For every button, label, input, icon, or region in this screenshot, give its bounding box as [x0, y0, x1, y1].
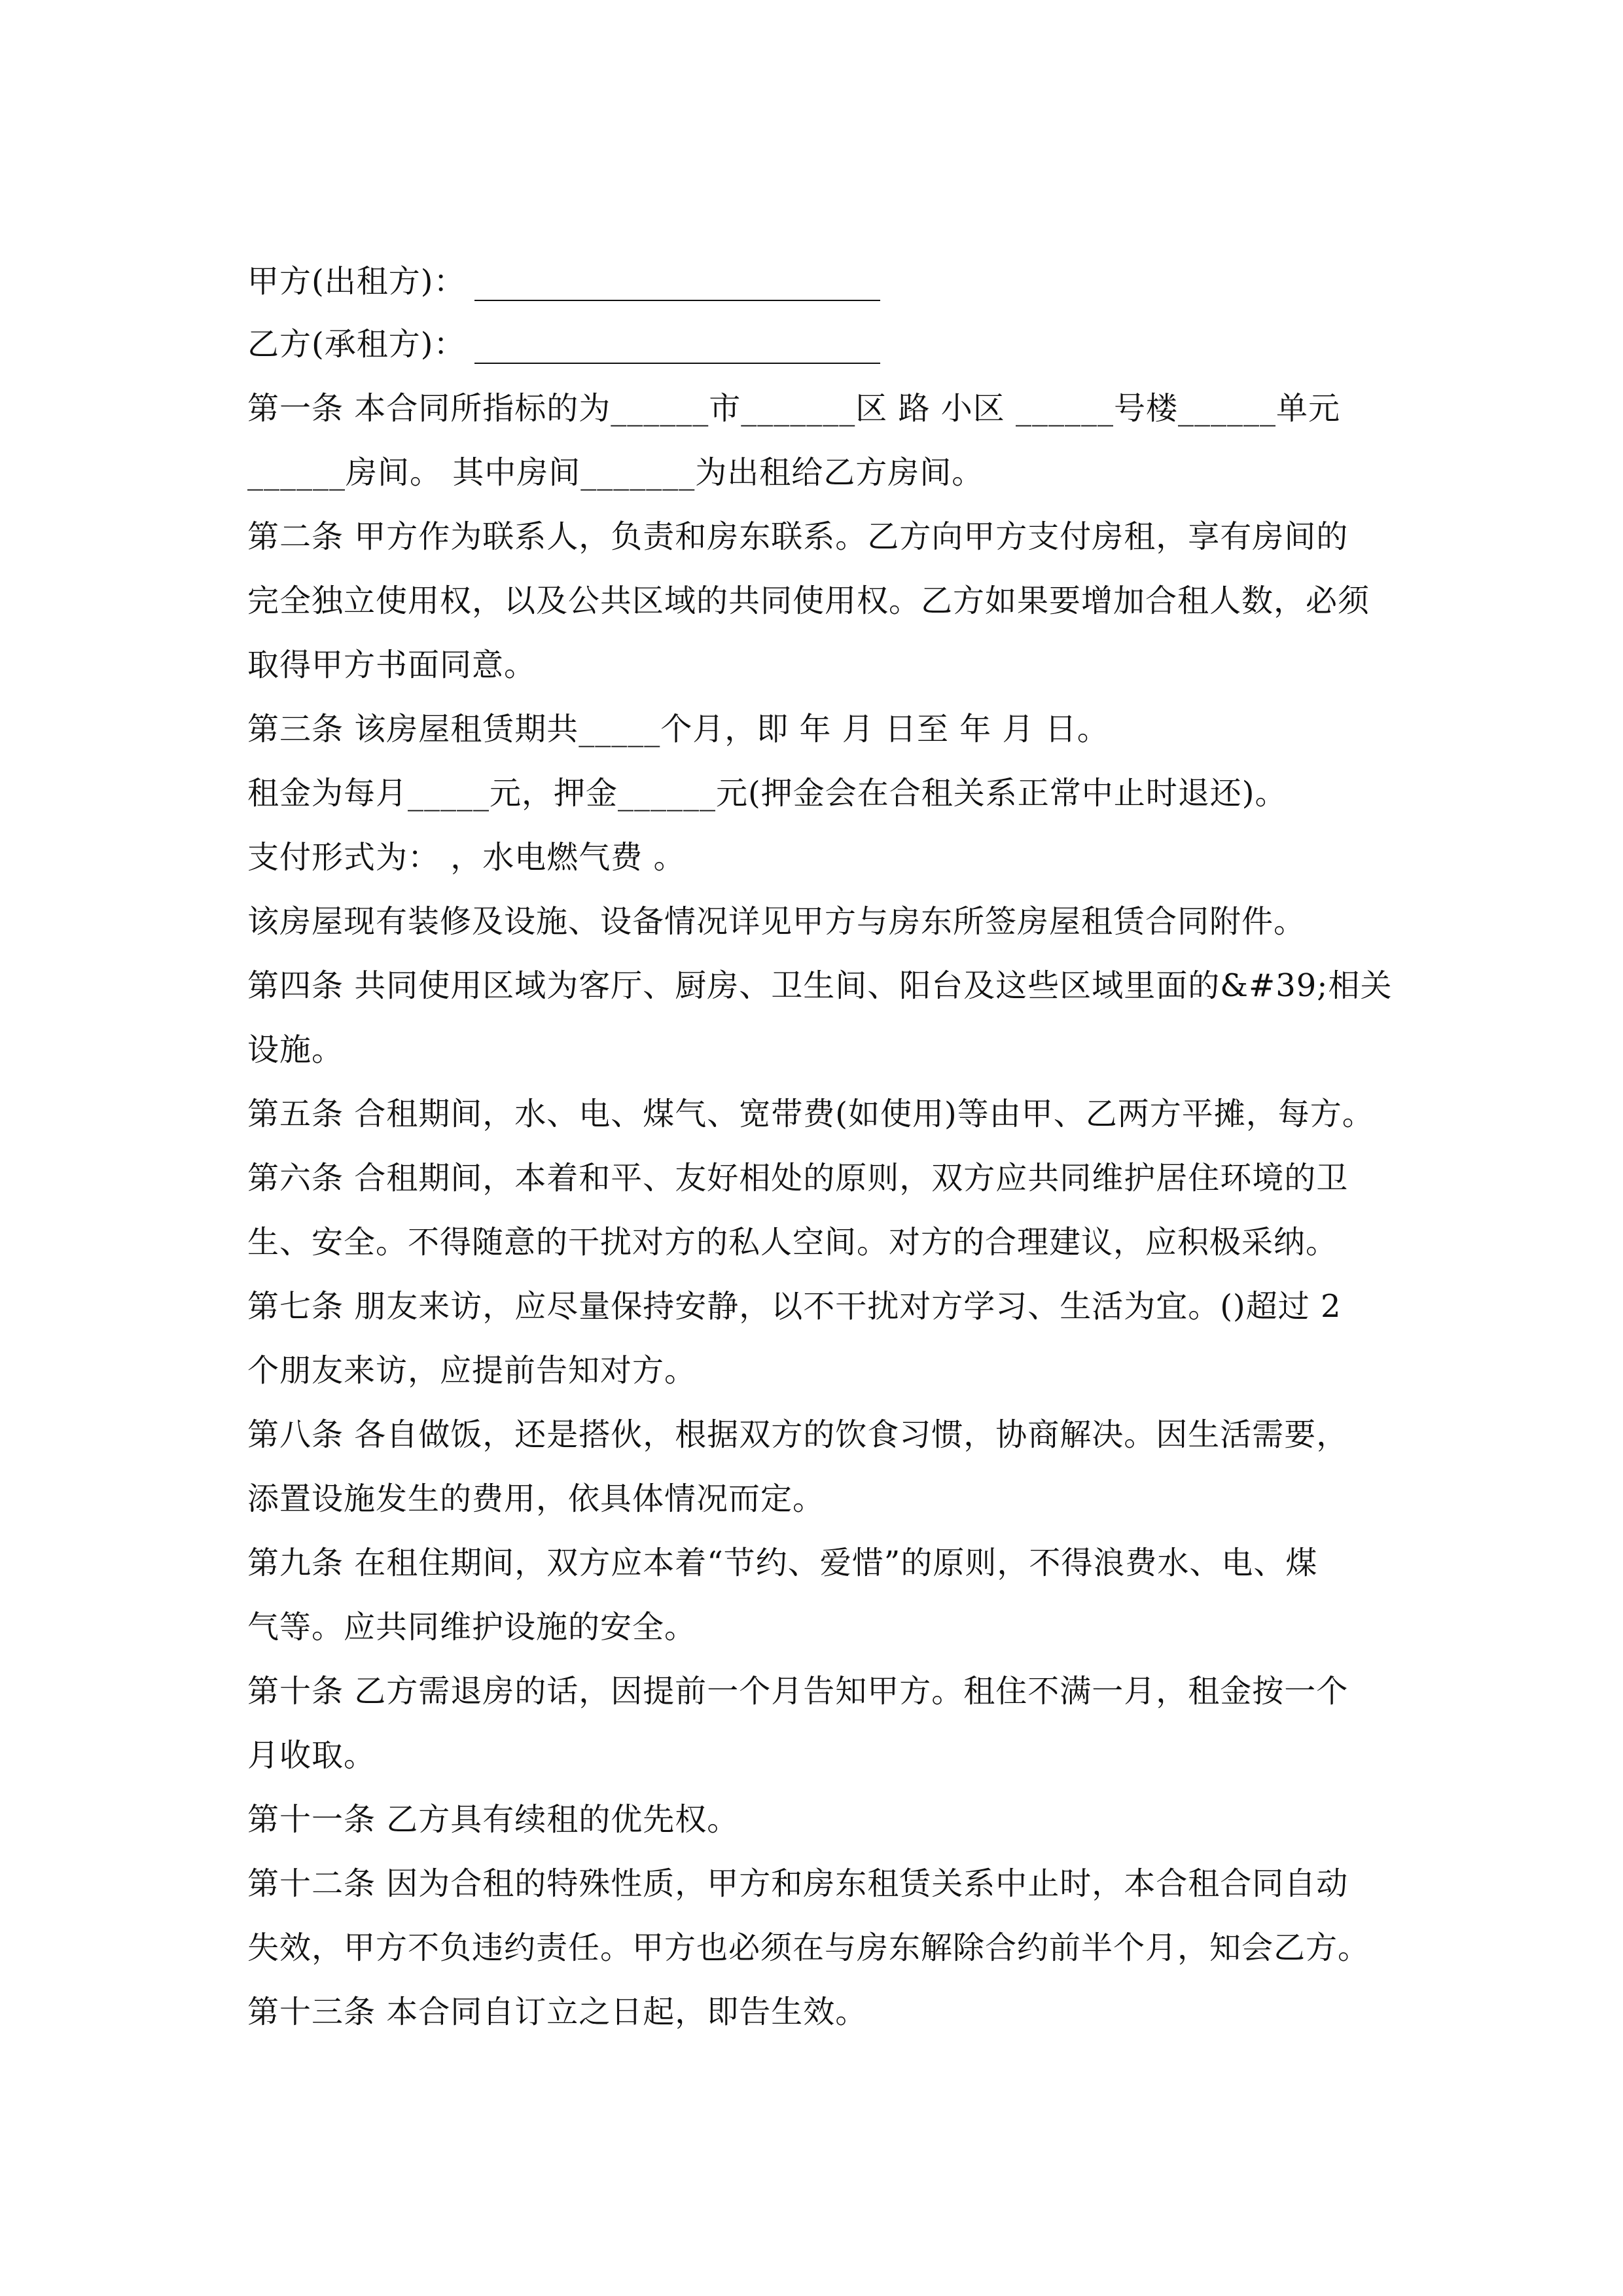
- clause-line: 第二条 甲方作为联系人，负责和房东联系。乙方向甲方支付房租，享有房间的: [247, 518, 1349, 555]
- clause-line: 租金为每月_____元，押金______元(押金会在合租关系正常中止时退还)。: [247, 775, 1287, 812]
- party-b-label: 乙方(承租方)：: [247, 326, 466, 363]
- clause-line: 添置设施发生的费用，依具体情况而定。: [247, 1480, 825, 1517]
- clause-line: 第四条 共同使用区域为客厅、厨房、卫生间、阳台及这些区域里面的&#39;相关: [247, 967, 1393, 1004]
- clause-line: ______房间。 其中房间_______为出租给乙方房间。: [247, 454, 984, 491]
- party-a-line: [247, 262, 882, 301]
- party-b-line: [247, 325, 882, 364]
- clause-line: 支付形式为： ，水电燃气费 。: [247, 839, 686, 876]
- party-a-signature-blank[interactable]: [474, 270, 880, 301]
- clause-line: 该房屋现有装修及设施、设备情况详见甲方与房东所签房屋租赁合同附件。: [247, 903, 1306, 940]
- clause-line: 第六条 合租期间，本着和平、友好相处的原则，双方应共同维护居住环境的卫: [247, 1160, 1349, 1196]
- clause-line: 月收取。: [247, 1737, 376, 1774]
- clause-line: 第十一条 乙方具有续租的优先权。: [247, 1801, 740, 1838]
- clause-line: 第一条 本合同所指标的为______市_______区 路 小区 ______号楼______单元: [247, 390, 1341, 427]
- clause-line: 第三条 该房屋租赁期共_____个月，即 年 月 日至 年 月 日。: [247, 711, 1109, 747]
- clause-line: 个朋友来访，应提前告知对方。: [247, 1352, 697, 1389]
- party-b-signature-blank[interactable]: [474, 332, 880, 364]
- clause-line: 失效，甲方不负违约责任。甲方也必须在与房东解除合约前半个月，知会乙方。: [247, 1929, 1370, 1966]
- party-a-label: 甲方(出租方)：: [247, 263, 466, 300]
- clause-line: 完全独立使用权，以及公共区域的共同使用权。乙方如果要增加合租人数，必须: [247, 583, 1370, 619]
- clause-line: 第五条 合租期间，水、电、煤气、宽带费(如使用)等由甲、乙两方平摊，每方。: [247, 1096, 1374, 1132]
- clause-line: 第八条 各自做饭，还是搭伙，根据双方的饮食习惯，协商解决。因生活需要，: [247, 1416, 1349, 1453]
- clause-line: 设施。: [247, 1031, 344, 1068]
- clause-line: 生、安全。不得随意的干扰对方的私人空间。对方的合理建议，应积极采纳。: [247, 1224, 1338, 1261]
- clause-line: 第十条 乙方需退房的话，因提前一个月告知甲方。租住不满一月，租金按一个: [247, 1673, 1349, 1710]
- clause-line: 第七条 朋友来访，应尽量保持安静，以不干扰对方学习、生活为宜。()超过 2: [247, 1288, 1342, 1325]
- clause-line: 第九条 在租住期间，双方应本着“节约、爱惜”的原则，不得浪费水、电、煤: [247, 1545, 1318, 1581]
- clause-line: 第十三条 本合同自订立之日起，即告生效。: [247, 1994, 868, 2030]
- clause-line: 取得甲方书面同意。: [247, 647, 537, 683]
- clause-line: 气等。应共同维护设施的安全。: [247, 1609, 697, 1645]
- clause-line: 第十二条 因为合租的特殊性质，甲方和房东租赁关系中止时，本合租合同自动: [247, 1865, 1349, 1902]
